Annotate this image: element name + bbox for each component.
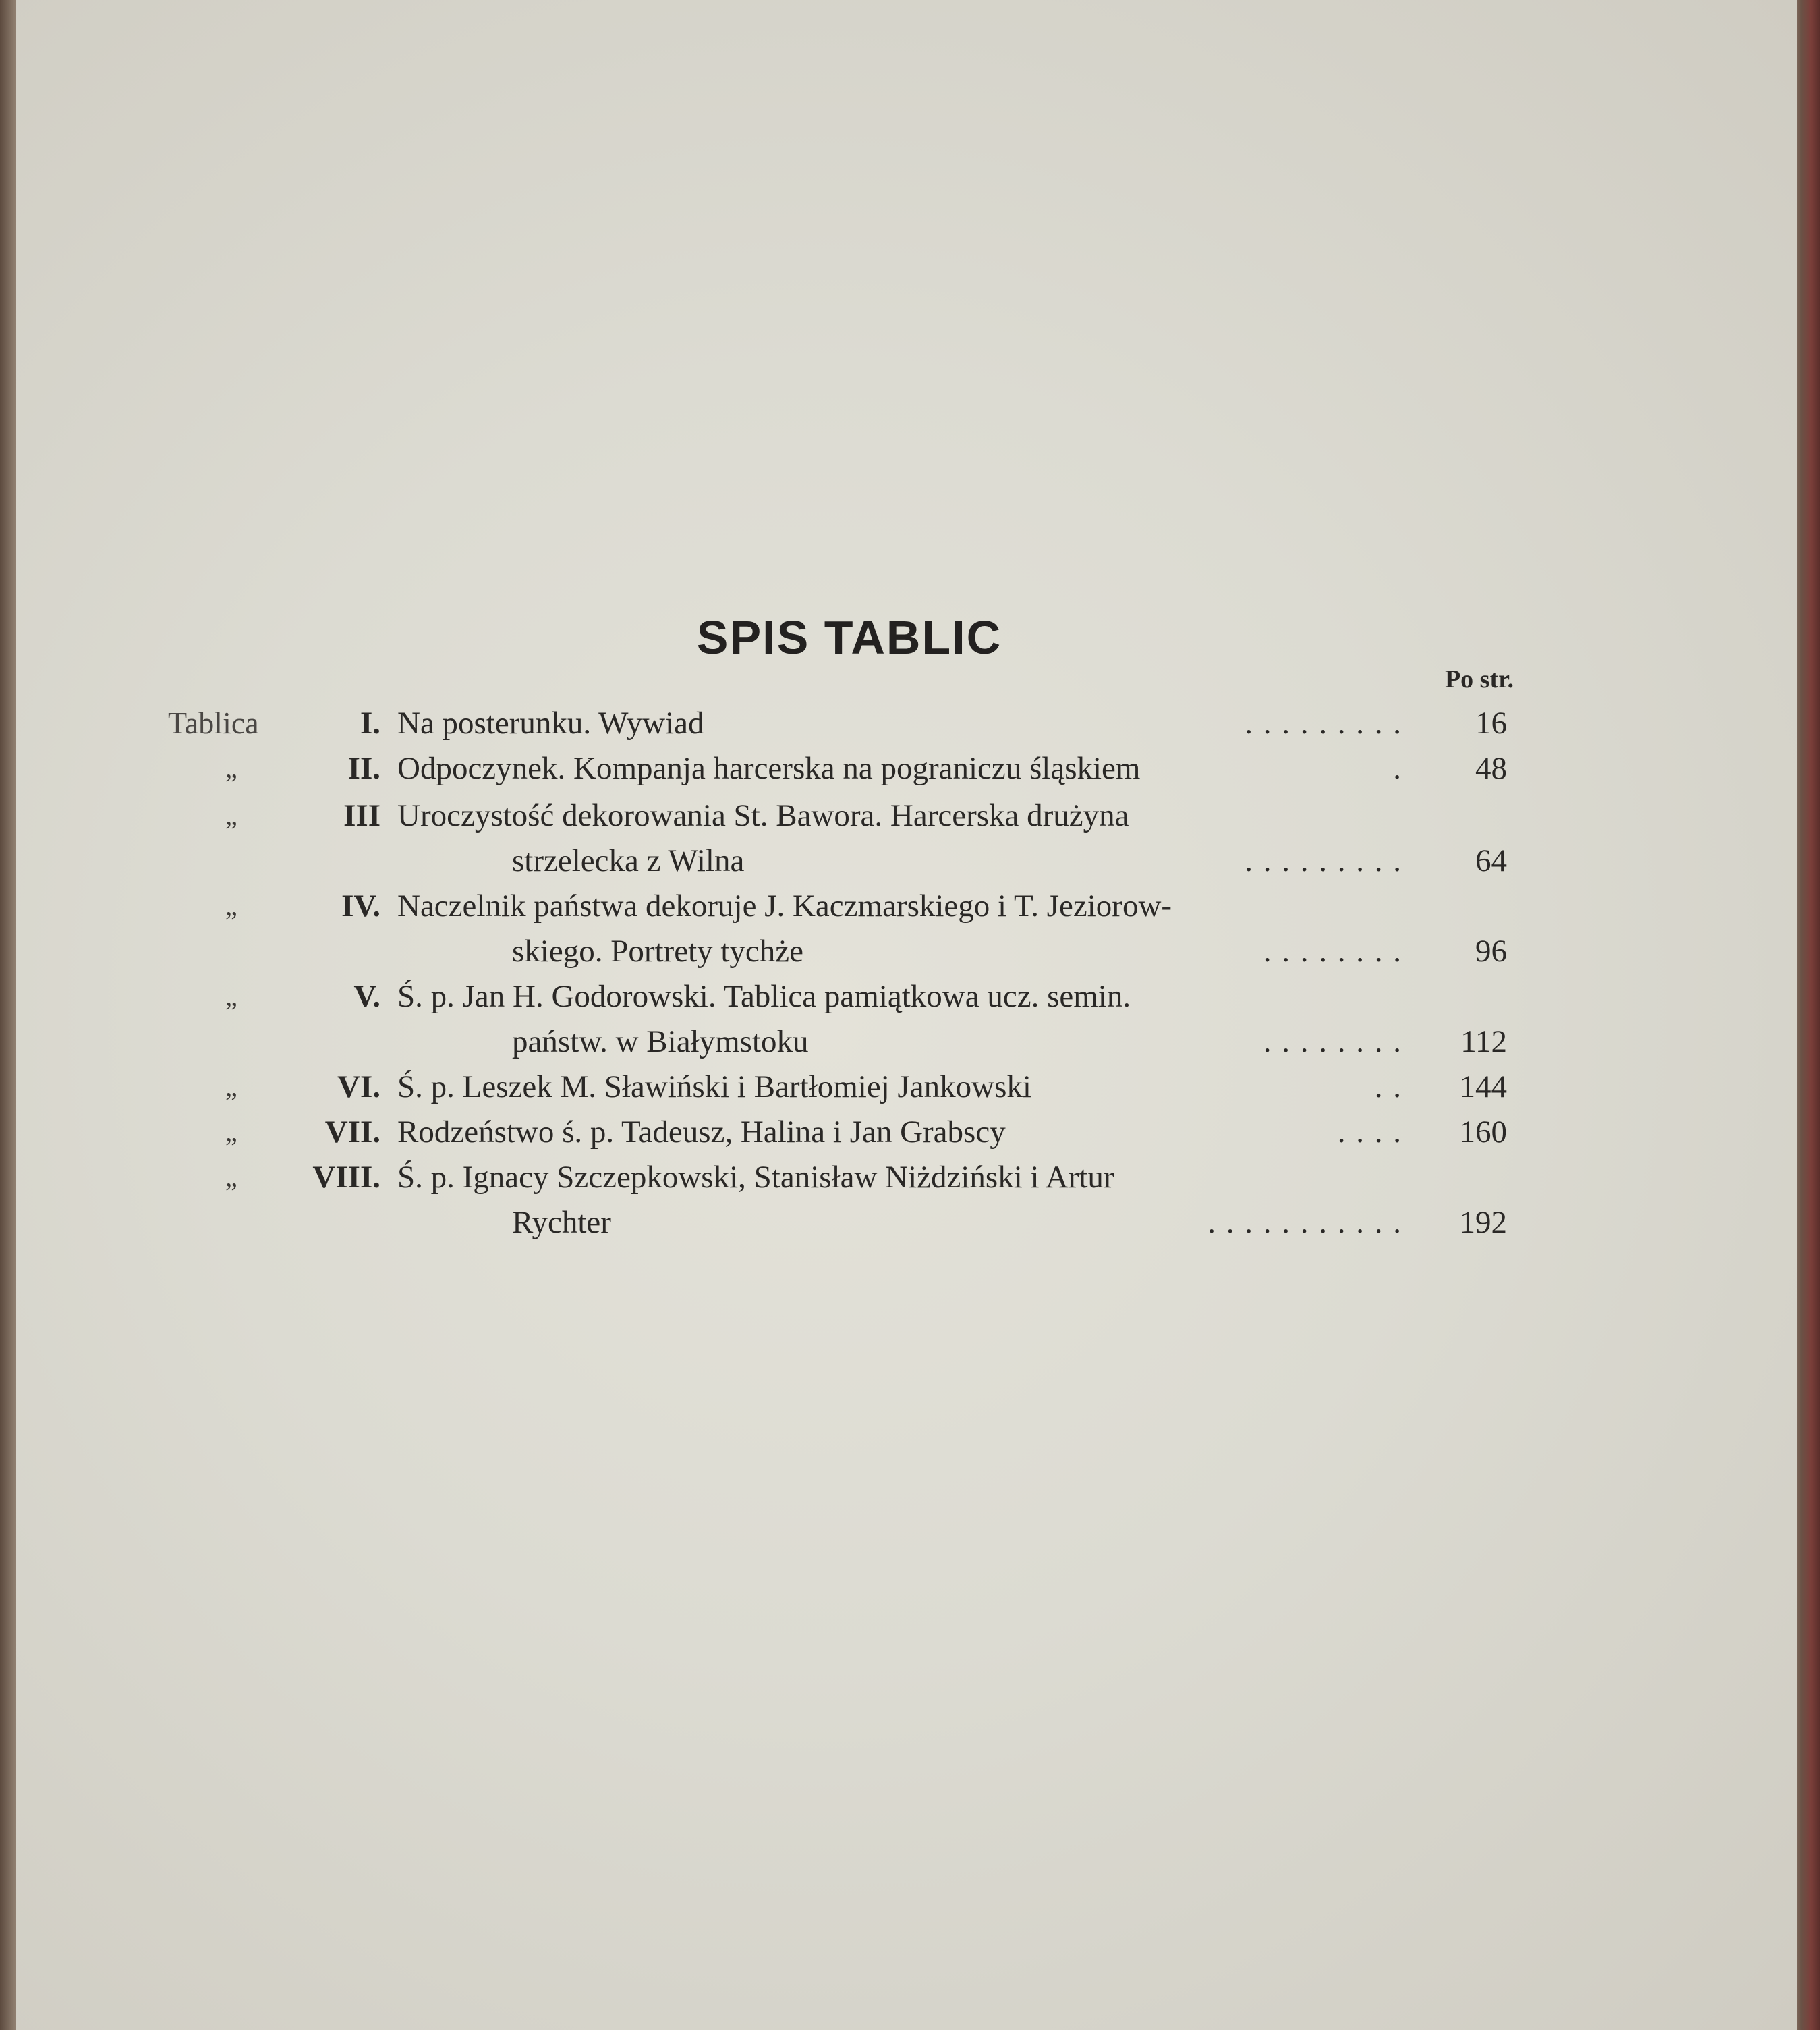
- plate-title-continued: skiego. Portrety tychże: [512, 934, 804, 969]
- list-item: [16, 747, 1797, 790]
- plate-numeral: VII.: [324, 1115, 380, 1150]
- ditto-mark: „: [225, 891, 237, 921]
- ditto-mark: „: [225, 753, 237, 783]
- plate-numeral: IV.: [341, 889, 380, 924]
- ditto-mark: „: [225, 1162, 237, 1192]
- list-item-continuation: [16, 1020, 1797, 1063]
- dot-leader: . . . .: [1337, 1115, 1402, 1150]
- page-number: 160: [1459, 1115, 1507, 1150]
- plate-title-continued: strzelecka z Wilna: [512, 843, 745, 878]
- plate-title: Naczelnik państwa dekoruje J. Kaczmarskiego i T. Jeziorow-: [397, 889, 1172, 924]
- page-number: 16: [1475, 706, 1507, 741]
- plate-title-continued: Rychter: [512, 1205, 611, 1240]
- plate-numeral: III: [343, 798, 380, 833]
- dot-leader: . . . . . . . . .: [1245, 706, 1402, 741]
- ditto-mark: „: [225, 800, 237, 830]
- list-item: [16, 1110, 1797, 1154]
- page-number: 48: [1475, 751, 1507, 786]
- page-column-header: Po str.: [1444, 665, 1514, 694]
- page-number: 64: [1475, 843, 1507, 878]
- list-item: [16, 1065, 1797, 1108]
- plate-numeral: V.: [353, 979, 380, 1014]
- plate-title-continued: państw. w Białymstoku: [512, 1024, 809, 1059]
- list-item: [16, 884, 1797, 928]
- dot-leader: . . . . . . . .: [1263, 934, 1402, 969]
- plate-title: Ś. p. Leszek M. Sławiński i Bartłomiej Jankowski: [397, 1069, 1031, 1104]
- plate-title: Na posterunku. Wywiad: [397, 706, 704, 741]
- list-item-continuation: [16, 1201, 1797, 1244]
- list-item: [16, 794, 1797, 837]
- list-item-continuation: [16, 930, 1797, 973]
- dot-leader: . . . . . . . . .: [1245, 843, 1402, 878]
- ditto-mark: „: [225, 1117, 237, 1147]
- dot-leader: . . . . . . . .: [1263, 1024, 1402, 1059]
- plate-numeral: II.: [347, 751, 380, 786]
- list-item: [16, 1156, 1797, 1199]
- plate-title: Ś. p. Jan H. Godorowski. Tablica pamiątkowa ucz. semin.: [397, 979, 1131, 1014]
- page-number: 112: [1460, 1024, 1507, 1059]
- list-item-continuation: [16, 839, 1797, 882]
- ditto-mark: „: [225, 981, 237, 1011]
- dot-leader: .: [1393, 751, 1402, 786]
- book-page: [16, 0, 1797, 2030]
- page-number: 192: [1459, 1205, 1507, 1240]
- plate-numeral: VIII.: [312, 1160, 380, 1195]
- list-item: [16, 975, 1797, 1018]
- row-label: Tablica: [168, 706, 259, 740]
- page-number: 96: [1475, 934, 1507, 969]
- plate-numeral: VI.: [337, 1069, 380, 1104]
- plate-title: Odpoczynek. Kompanja harcerska na pograniczu śląskiem: [397, 751, 1141, 786]
- plate-title: Rodzeństwo ś. p. Tadeusz, Halina i Jan Grabscy: [397, 1115, 1006, 1150]
- plate-title: Ś. p. Ignacy Szczepkowski, Stanisław Niżdziński i Artur: [397, 1160, 1114, 1195]
- ditto-mark: „: [225, 1071, 237, 1102]
- dot-leader: . .: [1374, 1069, 1402, 1104]
- page-number: 144: [1459, 1069, 1507, 1104]
- page-title: SPIS TABLIC: [696, 611, 1002, 664]
- plate-numeral: I.: [360, 706, 380, 741]
- list-item: [16, 702, 1797, 745]
- dot-leader: . . . . . . . . . . .: [1207, 1205, 1402, 1240]
- table-of-plates: [16, 0, 1797, 2030]
- plate-title: Uroczystość dekorowania St. Bawora. Harcerska drużyna: [397, 798, 1129, 833]
